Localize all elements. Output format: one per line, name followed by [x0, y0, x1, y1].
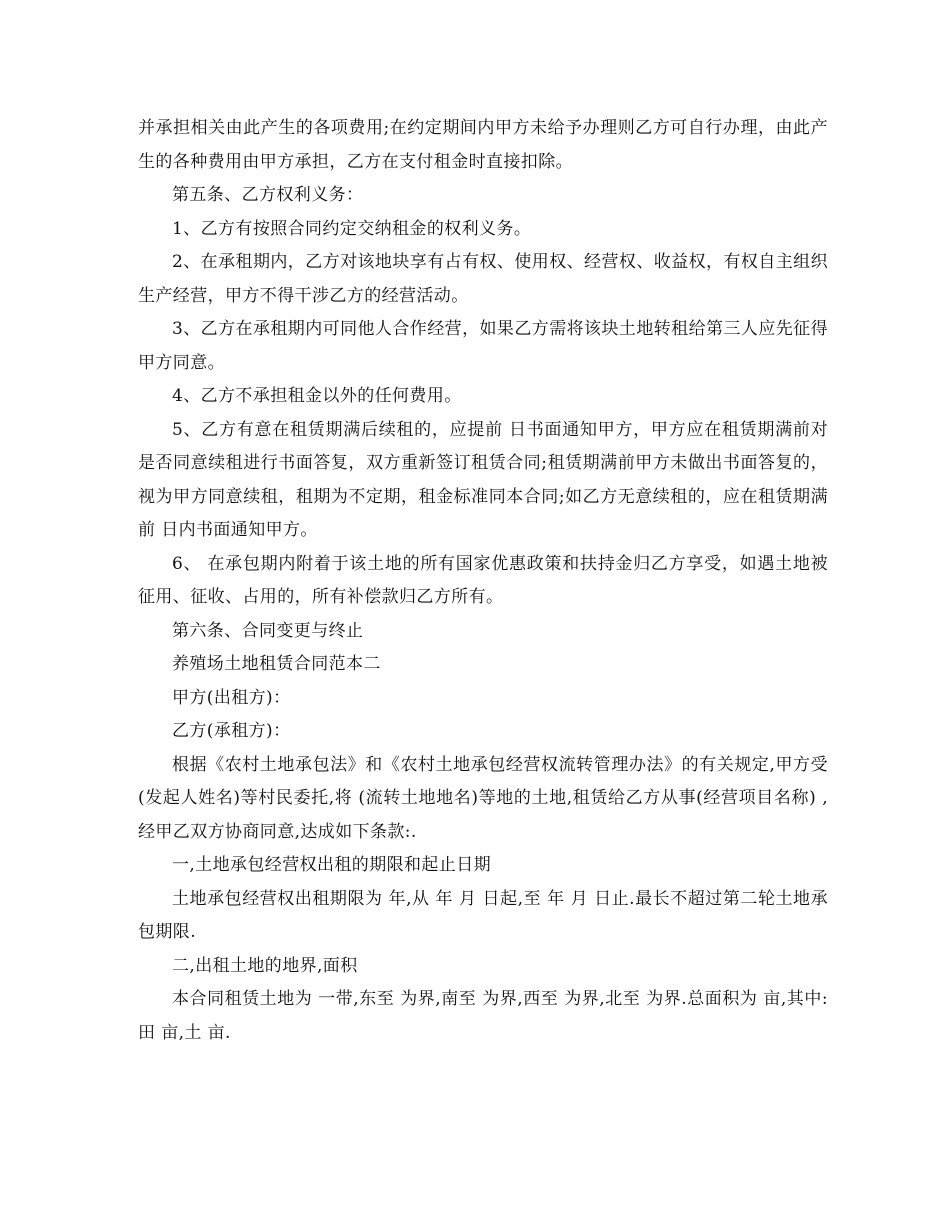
paragraph-section-1-heading: 一,土地承包经营权出租的期限和起止日期 [172, 855, 492, 875]
paragraph-article-6-heading: 第六条、合同变更与终止 [172, 620, 364, 641]
paragraph-article-5-item-2: 2、在承租期内，乙方对该地块享有占有权、使用权、经营权、收益权，有权自主组织生产经营，甲方不得干涉乙方的经营活动。 [138, 252, 828, 306]
paragraph-article-5-item-5: 5、乙方有意在租赁期满后续租的，应提前 日书面通知甲方，甲方应在租赁期满前对是否同意续租进行书面答复，双方重新签订租赁合同;租赁期满前甲方未做出书面答复的，视为甲方同意续租，租期为不定期，租金标准同本合同;如乙方无意续租的，应在租赁期满前 日内书面通知甲方。 [138, 419, 828, 540]
paragraph-section-1-body: 土地承包经营权出租期限为 年,从 年 月 日起,至 年 月 日止.最长不超过第二轮土地承包期限. [138, 888, 828, 942]
paragraph-template-2-title: 养殖场土地租赁合同范本二 [172, 654, 381, 674]
paragraph-article-5-item-3: 3、乙方在承租期内可同他人合作经营，如果乙方需将该块土地转租给第三人应先征得甲方同意。 [138, 319, 828, 373]
paragraph-party-a: 甲方(出租方)： [172, 687, 291, 708]
document-body [138, 112, 828, 1050]
paragraph-preamble: 根据《农村土地承包法》和《农村土地承包经营权流转管理办法》的有关规定,甲方受 (发起人姓名)等村民委托,将 (流转土地地名)等地的土地,租赁给乙方从事(经营项目名称) ,经甲乙双方协商同意,达成如下条款:. [138, 754, 828, 842]
paragraph-article-5-heading: 第五条、乙方权利义务： [172, 185, 364, 205]
paragraph-section-2-heading: 二,出租土地的地界,面积 [172, 955, 358, 976]
paragraph-article-5-item-4: 4、乙方不承担租金以外的任何费用。 [172, 386, 462, 406]
paragraph-continuation: 并承担相关由此产生的各项费用;在约定期间内甲方未给予办理则乙方可自行办理，由此产生的各种费用由甲方承担，乙方在支付租金时直接扣除。 [138, 118, 828, 172]
paragraph-party-b: 乙方(承租方)： [172, 721, 291, 741]
paragraph-section-2-body: 本合同租赁土地为 一带,东至 为界,南至 为界,西至 为界,北至 为界.总面积为 亩,其中:田 亩,土 亩. [138, 989, 828, 1043]
paragraph-article-5-item-6: 6、 在承包期内附着于该土地的所有国家优惠政策和扶持金归乙方享受，如遇土地被征用、征收、占用的，所有补偿款归乙方所有。 [138, 553, 828, 607]
paragraph-article-5-item-1: 1、乙方有按照合同约定交纳租金的权利义务。 [172, 218, 532, 239]
